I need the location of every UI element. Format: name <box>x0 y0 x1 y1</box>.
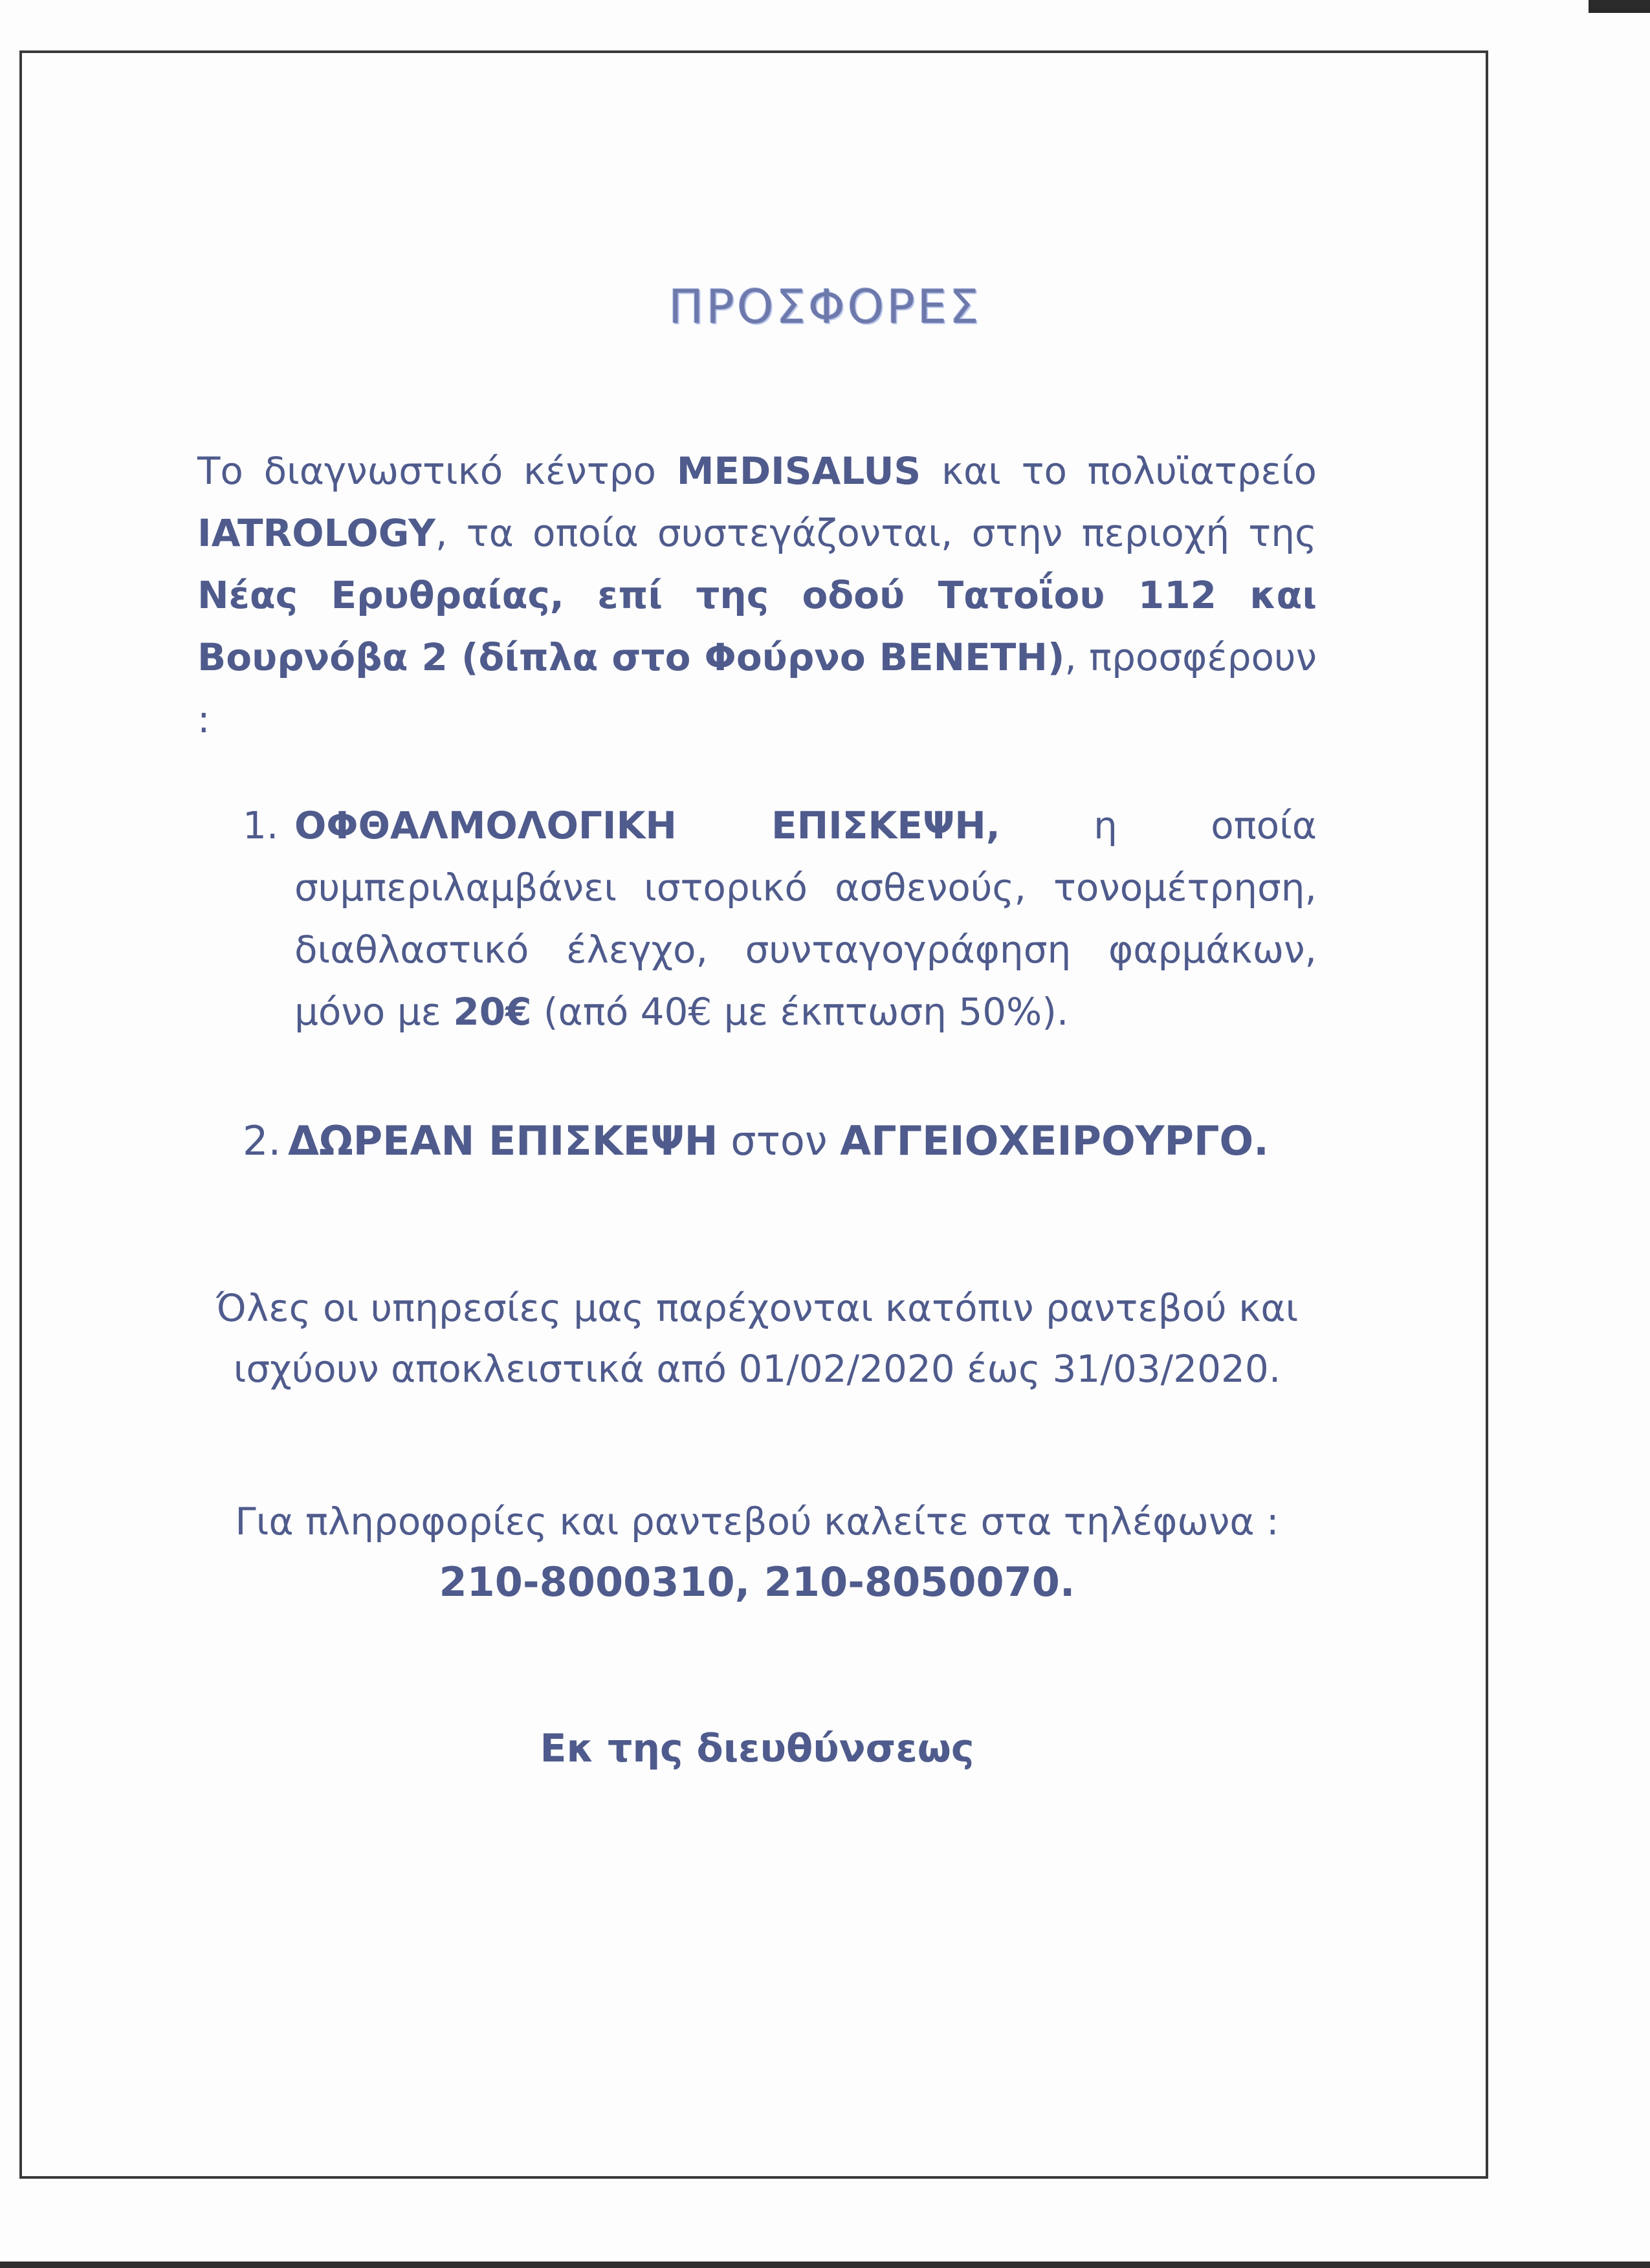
offer-2-connector: στον <box>718 1117 841 1164</box>
offer-1-price: 20€ <box>453 990 532 1034</box>
intro-text-1: Το διαγνωστικό κέντρο <box>197 449 677 493</box>
offer-1-label: ΟΦΘΑΛΜΟΛΟΓΙΚΗ ΕΠΙΣΚΕΨΗ, <box>294 803 1000 847</box>
intro-text-4: , προσφέρουν : <box>197 635 1317 741</box>
offer-1-number: 1. <box>243 803 279 847</box>
intro-address: Νέας Ερυθραίας, επί της οδού Τατοΐου 112 και Βουρνόβα 2 (δίπλα στο Φούρνο ΒΕΝΕΤΗ) <box>197 573 1317 679</box>
scan-edge-right <box>1589 0 1650 13</box>
offer-2-number: 2. <box>243 1117 281 1164</box>
phone-numbers: 210-8000310, 210-8050070. <box>439 1558 1075 1606</box>
offer-1-text <box>294 794 1317 1043</box>
signature-line: Εκ της διευθύνσεως <box>540 1726 974 1771</box>
intro-medisalus: MEDISALUS <box>676 449 921 493</box>
offer-2-target: ΑΓΓΕΙΟΧΕΙΡΟΥΡΓΟ. <box>840 1117 1269 1164</box>
document-title: ΠΡΟΣΦΟΡΕΣ <box>668 279 982 334</box>
intro-text-2: και το πολυϊατρείο <box>921 449 1317 493</box>
intro-iatrology: IATROLOGY <box>197 511 436 555</box>
intro-paragraph <box>197 440 1317 750</box>
intro-text-3: , τα οποία συστεγάζονται, στην περιοχή της <box>435 511 1317 555</box>
scan-edge-bottom <box>0 2262 1650 2268</box>
offer-1-discount-note: (από 40€ με έκπτωση 50%). <box>531 990 1069 1034</box>
offer-2-label: ΔΩΡΕΑΝ ΕΠΙΣΚΕΨΗ <box>288 1117 718 1164</box>
offer-1-description: η οποία συμπεριλαμβάνει ιστορικό ασθενούς, τονομέτρηση, διαθλαστικό έλεγχο, συνταγογράφηση φαρμάκων, μόνο με <box>294 803 1317 1034</box>
offer-2-text <box>288 1110 1323 1172</box>
contact-info-line: Για πληροφορίες και ραντεβού καλείτε στα τηλέφωνα : <box>235 1499 1279 1543</box>
services-validity-note: Όλες οι υπηρεσίες μας παρέχονται κατόπιν ραντεβού και ισχύουν αποκλειστικά από 01/02/2020 έως 31/03/2020. <box>215 1286 1299 1391</box>
